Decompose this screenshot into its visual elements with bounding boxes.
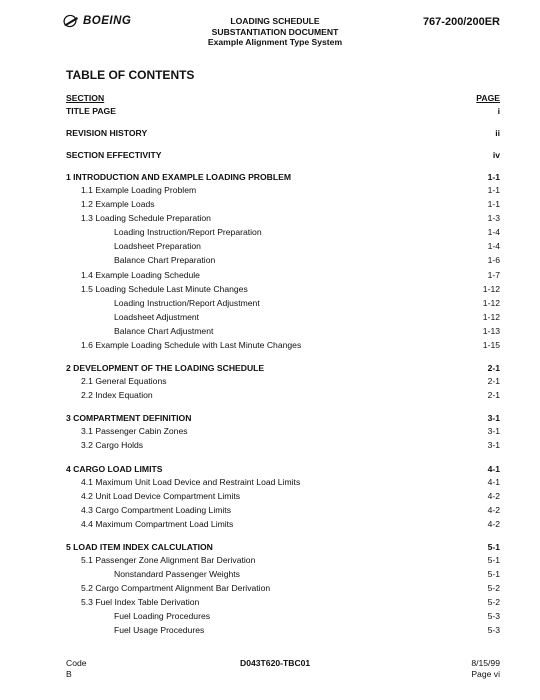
page-number: Page vi bbox=[471, 668, 500, 679]
section-spacer bbox=[66, 352, 500, 363]
toc-entry-title: Loadsheet Adjustment bbox=[114, 311, 200, 322]
toc-entry-page: ii bbox=[495, 128, 500, 138]
toc-entry-page: 1-1 bbox=[487, 199, 500, 210]
toc-entry-page: 1-6 bbox=[487, 255, 500, 266]
toc-section-entry[interactable] bbox=[66, 363, 500, 374]
page-title: TABLE OF CONTENTS bbox=[66, 68, 195, 82]
toc-section-entry[interactable] bbox=[66, 172, 500, 183]
code-block bbox=[66, 658, 87, 679]
toc-entry-title: Fuel Loading Procedures bbox=[114, 611, 211, 622]
toc-entry-title: REVISION HISTORY bbox=[66, 128, 148, 138]
toc-entry-title: Loading Instruction/Report Adjustment bbox=[114, 297, 260, 308]
toc-entry-title: 5.2 Cargo Compartment Alignment Bar Derivation bbox=[81, 583, 271, 594]
toc-subsection-entry[interactable] bbox=[66, 253, 500, 267]
toc-entry-page: 3-1 bbox=[487, 413, 500, 424]
section-spacer bbox=[66, 117, 500, 128]
toc-entry-title: Balance Chart Preparation bbox=[114, 255, 216, 266]
toc-entry-title: 3.1 Passenger Cabin Zones bbox=[81, 426, 188, 437]
code-label: Code bbox=[66, 658, 87, 668]
toc-entry-title: 1.5 Loading Schedule Last Minute Changes bbox=[81, 283, 248, 294]
toc-entry-title: 1.1 Example Loading Problem bbox=[81, 185, 197, 195]
toc-entry-title: Balance Chart Adjustment bbox=[114, 325, 214, 336]
toc-subsection-entry[interactable] bbox=[66, 282, 500, 296]
toc-entry-title: 2.1 General Equations bbox=[81, 376, 167, 387]
toc-entry-page: 1-4 bbox=[487, 241, 500, 252]
toc-subsection-entry[interactable] bbox=[66, 324, 500, 338]
toc-entry-page: 1-4 bbox=[487, 227, 500, 238]
toc-entry-page: i bbox=[497, 106, 500, 116]
toc-entry-page: 1-1 bbox=[487, 185, 500, 195]
bleed-through-text bbox=[280, 71, 470, 77]
toc-entry-page: 5-1 bbox=[487, 541, 500, 552]
toc-subsection-entry[interactable] bbox=[66, 338, 500, 352]
toc-entry-page: 4-2 bbox=[487, 518, 500, 529]
toc-entry-page: 5-3 bbox=[487, 625, 500, 636]
document-number: D043T620-TBC01 bbox=[240, 658, 311, 668]
toc-entry-title: TITLE PAGE bbox=[66, 106, 116, 116]
section-spacer bbox=[66, 453, 500, 464]
toc-entry-title: Loadsheet Preparation bbox=[114, 241, 201, 252]
toc-entry-page: 1-12 bbox=[482, 311, 500, 322]
toc-entry-page: 5-3 bbox=[487, 611, 500, 622]
toc-entry-page: 2-1 bbox=[487, 390, 500, 401]
toc-section-entry[interactable] bbox=[66, 128, 500, 139]
toc-subsection-entry[interactable] bbox=[66, 489, 500, 503]
toc-subsection-entry[interactable] bbox=[66, 374, 500, 388]
aircraft-model: 767-200/200ER bbox=[422, 16, 500, 28]
toc-entry-title: 2.2 Index Equation bbox=[81, 390, 153, 401]
section-spacer bbox=[66, 402, 500, 413]
toc-entry-title: 5 LOAD ITEM INDEX CALCULATION bbox=[66, 541, 213, 552]
toc-entry-title: 4.4 Maximum Compartment Load Limits bbox=[81, 518, 234, 529]
toc-entry-page: 4-2 bbox=[487, 504, 500, 515]
section-column-header: SECTION bbox=[66, 93, 105, 103]
code-value: B bbox=[66, 668, 72, 679]
header-line-2: SUBSTANTIATION DOCUMENT bbox=[211, 26, 339, 37]
boeing-logo bbox=[62, 14, 131, 28]
header-line-1: LOADING SCHEDULE bbox=[230, 16, 320, 26]
toc-entry-title: 2 DEVELOPMENT OF THE LOADING SCHEDULE bbox=[66, 363, 265, 374]
page-column-header: PAGE bbox=[476, 93, 500, 103]
toc-entry-page: 5-2 bbox=[487, 597, 500, 608]
toc-entry-title: 1.2 Example Loads bbox=[81, 199, 155, 210]
toc-subsection-entry[interactable] bbox=[66, 424, 500, 438]
toc-entry-page: 2-1 bbox=[487, 363, 500, 374]
toc-entry-page: 1-12 bbox=[482, 283, 500, 294]
toc-subsection-entry[interactable] bbox=[66, 438, 500, 452]
revision-date: 8/15/99 bbox=[471, 658, 500, 668]
section-spacer bbox=[66, 161, 500, 172]
toc-subsection-entry[interactable] bbox=[66, 225, 500, 239]
toc-subsection-entry[interactable] bbox=[66, 581, 500, 595]
toc-subsection-entry[interactable] bbox=[66, 517, 500, 531]
toc-subsection-entry[interactable] bbox=[66, 211, 500, 225]
toc-entry-title: 4.2 Unit Load Device Compartment Limits bbox=[81, 490, 241, 501]
toc-subsection-entry[interactable] bbox=[66, 475, 500, 489]
toc-entry-page: 3-1 bbox=[487, 440, 500, 451]
toc-section-entry[interactable] bbox=[66, 150, 500, 161]
toc-entry-page: 3-1 bbox=[487, 426, 500, 437]
section-spacer bbox=[66, 139, 500, 150]
toc-subsection-entry[interactable] bbox=[66, 388, 500, 402]
toc-entry-page: iv bbox=[492, 150, 500, 160]
header-line-3: Example Alignment Type System bbox=[207, 37, 343, 47]
toc-entry-title: 1.6 Example Loading Schedule with Last Minute Changes bbox=[81, 340, 302, 351]
toc-entry-page: 1-12 bbox=[482, 297, 500, 308]
document-title-block bbox=[190, 16, 360, 48]
toc-entry-page: 4-1 bbox=[487, 476, 500, 487]
toc-entry-title: 1 INTRODUCTION AND EXAMPLE LOADING PROBLEM bbox=[66, 172, 292, 182]
column-headers bbox=[66, 93, 500, 103]
toc-subsection-entry[interactable] bbox=[66, 567, 500, 581]
toc-entry-page: 5-2 bbox=[487, 583, 500, 594]
date-page-block bbox=[471, 658, 500, 679]
toc-entry-title: 4.1 Maximum Unit Load Device and Restraint Load Limits bbox=[81, 476, 301, 487]
toc-entry-title: 3.2 Cargo Holds bbox=[81, 440, 144, 451]
toc-subsection-entry[interactable] bbox=[66, 553, 500, 567]
boeing-logo-icon bbox=[62, 14, 80, 28]
toc-subsection-entry[interactable] bbox=[66, 268, 500, 282]
toc-section-entry[interactable] bbox=[66, 413, 500, 424]
toc-subsection-entry[interactable] bbox=[66, 197, 500, 211]
toc-entry-page: 4-1 bbox=[487, 463, 500, 474]
toc-subsection-entry[interactable] bbox=[66, 623, 500, 637]
toc-entry-title: Loading Instruction/Report Preparation bbox=[114, 227, 262, 238]
toc-entry-title: SECTION EFFECTIVITY bbox=[66, 150, 162, 160]
toc-section-entry[interactable] bbox=[66, 542, 500, 553]
toc-entries bbox=[66, 103, 500, 637]
toc-entry-page: 5-1 bbox=[487, 568, 500, 579]
toc-entry-title: Fuel Usage Procedures bbox=[114, 625, 205, 636]
toc-entry-title: 4.3 Cargo Compartment Loading Limits bbox=[81, 504, 231, 515]
toc-entry-page: 4-2 bbox=[487, 490, 500, 501]
toc-subsection-entry[interactable] bbox=[66, 239, 500, 253]
toc-subsection-entry[interactable] bbox=[66, 183, 500, 197]
toc-entry-page: 5-1 bbox=[487, 554, 500, 565]
toc-entry-title: 3 COMPARTMENT DEFINITION bbox=[66, 413, 192, 424]
toc-subsection-entry[interactable] bbox=[66, 503, 500, 517]
toc-entry-title: 5.3 Fuel Index Table Derivation bbox=[81, 597, 200, 608]
table-of-contents bbox=[66, 93, 500, 637]
toc-entry-page: 1-15 bbox=[482, 340, 500, 351]
toc-subsection-entry[interactable] bbox=[66, 609, 500, 623]
toc-entry-page: 1-7 bbox=[487, 269, 500, 280]
toc-section-entry[interactable] bbox=[66, 464, 500, 475]
toc-entry-page: 1-3 bbox=[487, 213, 500, 224]
toc-subsection-entry[interactable] bbox=[66, 296, 500, 310]
toc-entry-title: 1.4 Example Loading Schedule bbox=[81, 269, 200, 280]
toc-entry-title: 5.1 Passenger Zone Alignment Bar Derivation bbox=[81, 554, 256, 565]
toc-entry-page: 1-1 bbox=[487, 172, 500, 182]
toc-section-entry[interactable] bbox=[66, 106, 500, 117]
toc-entry-title: 1.3 Loading Schedule Preparation bbox=[81, 213, 211, 224]
section-spacer bbox=[66, 531, 500, 542]
logo-text: BOEING bbox=[83, 15, 132, 27]
toc-entry-title: 4 CARGO LOAD LIMITS bbox=[66, 463, 163, 474]
toc-entry-page: 1-13 bbox=[482, 325, 500, 336]
toc-subsection-entry[interactable] bbox=[66, 310, 500, 324]
toc-entry-page: 2-1 bbox=[487, 376, 500, 387]
toc-entry-title: Nonstandard Passenger Weights bbox=[114, 568, 240, 579]
toc-subsection-entry[interactable] bbox=[66, 595, 500, 609]
